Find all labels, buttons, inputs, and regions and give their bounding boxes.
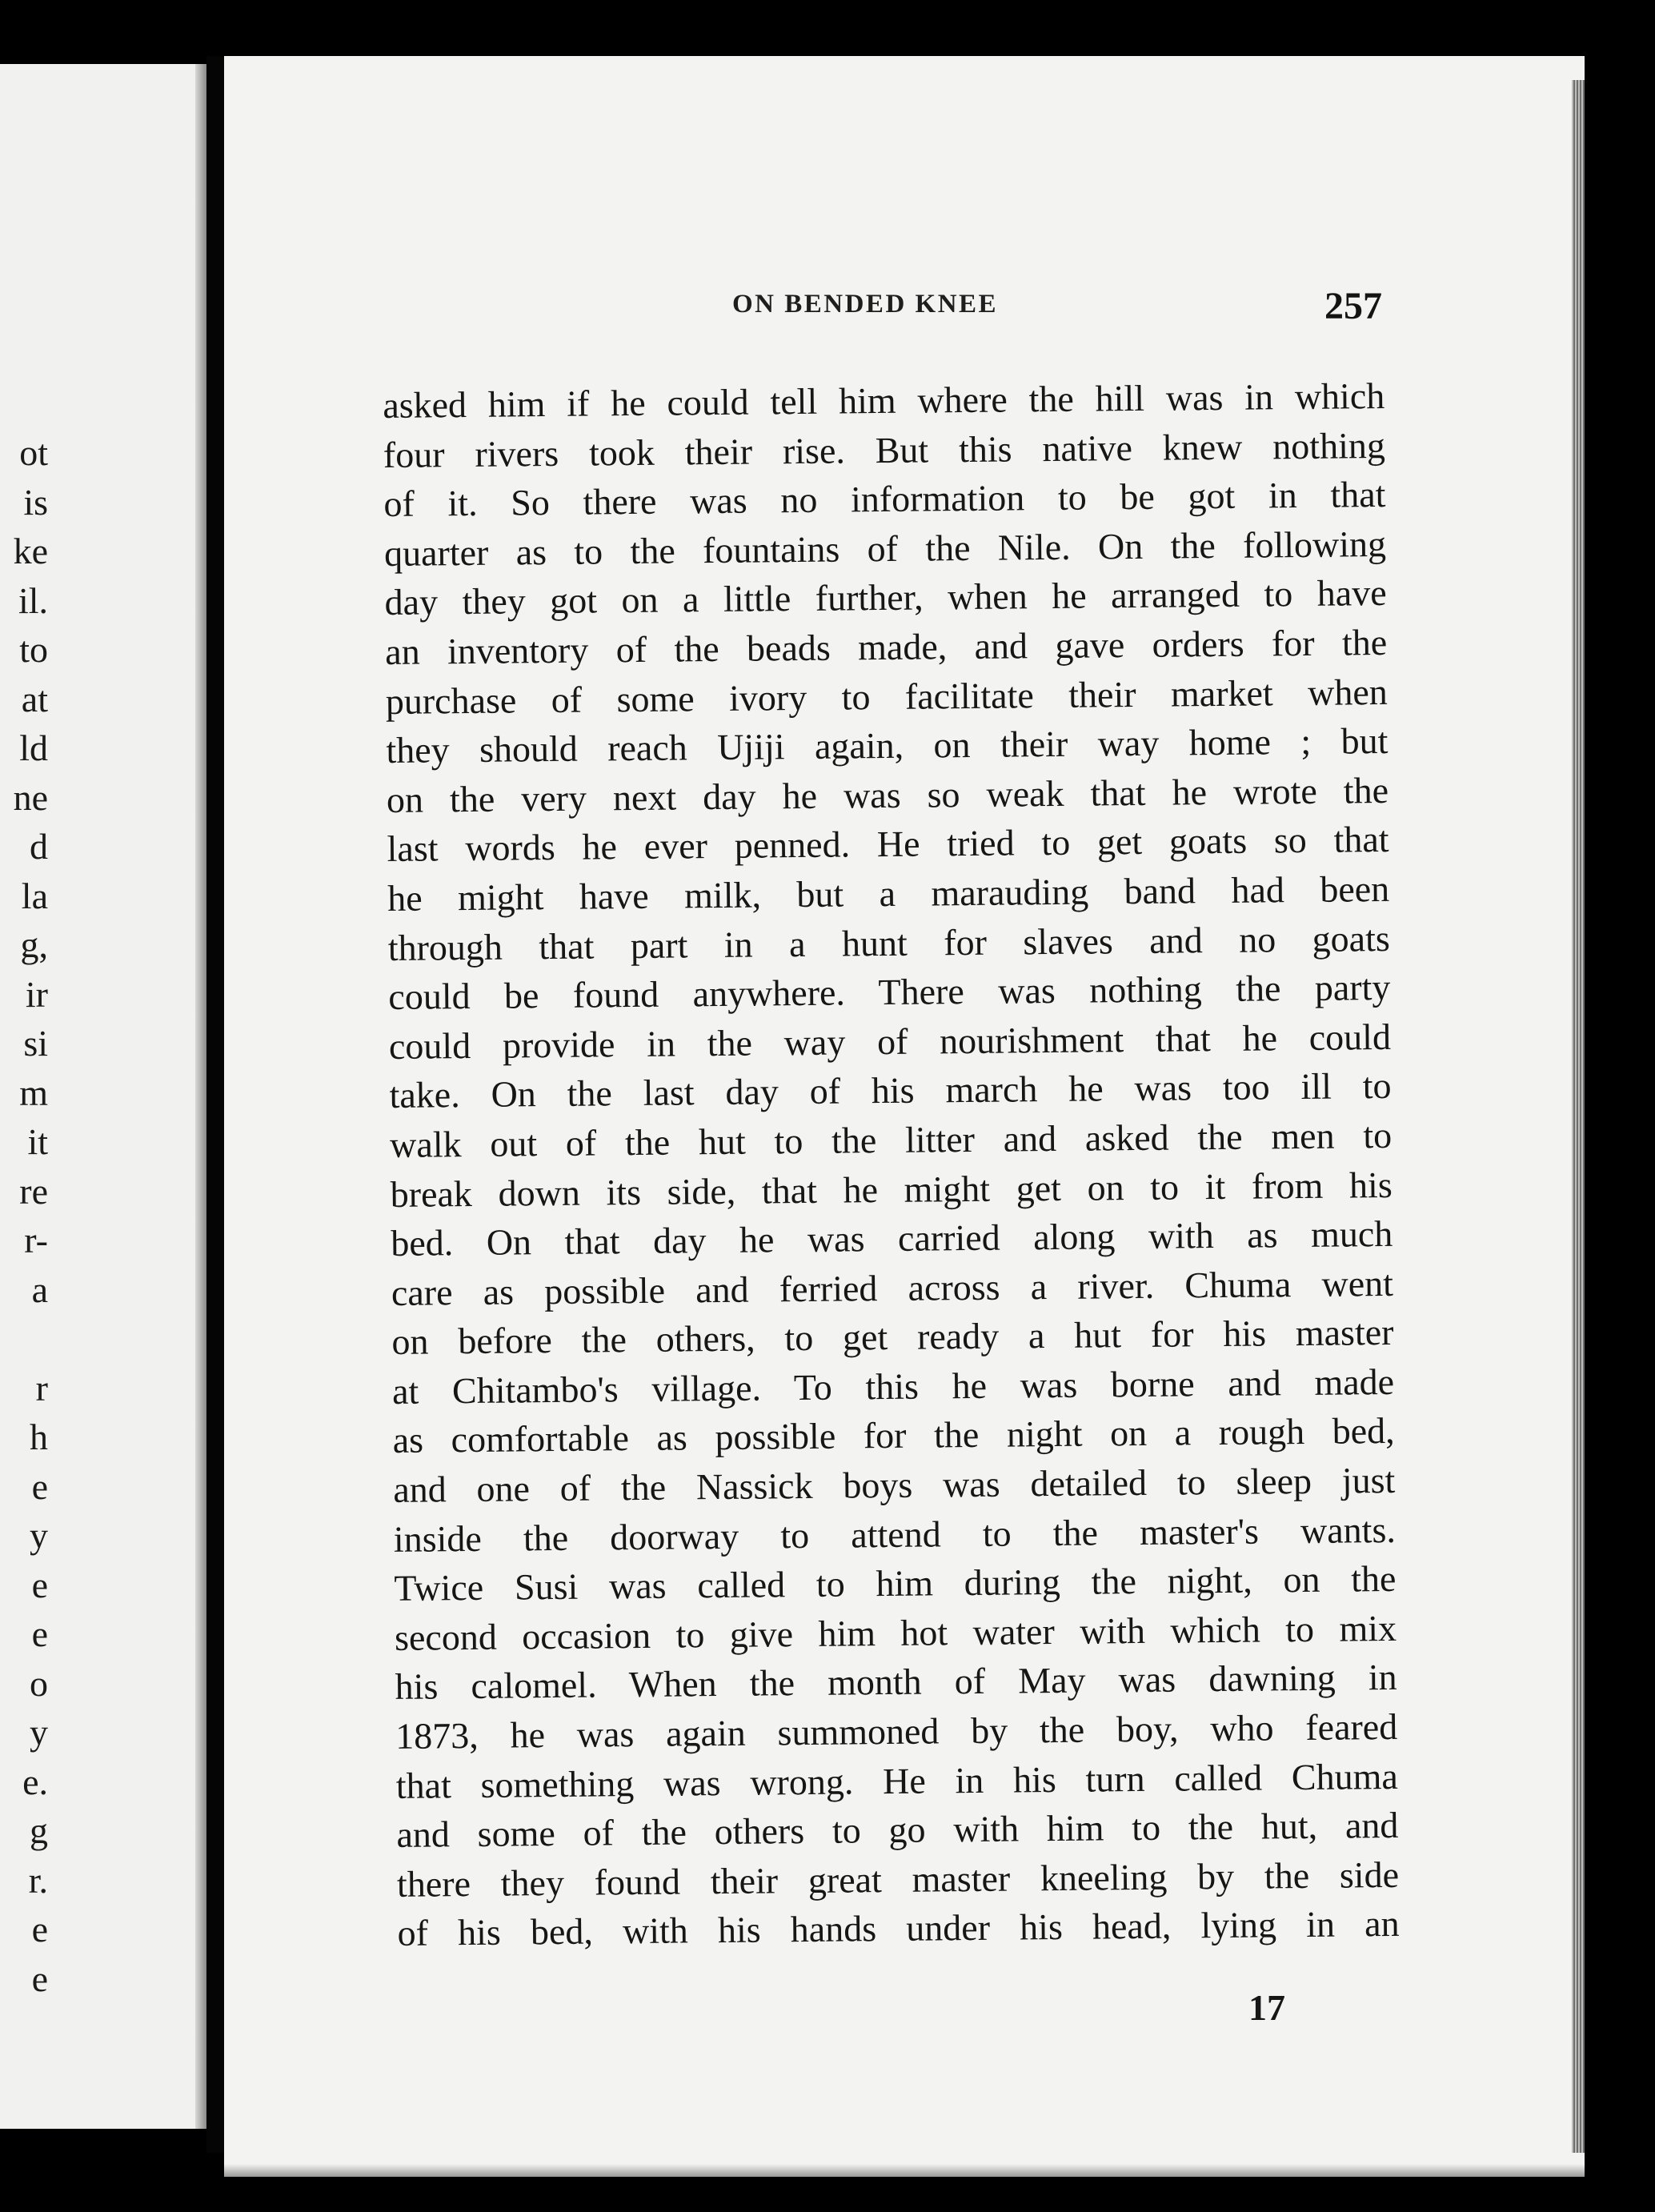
text-line-content: 1873, he was again summoned by the boy, who feared — [395, 1705, 1398, 1757]
text-line-content: he might have milk, but a marauding band had been — [387, 868, 1390, 919]
left-line-fragment: e — [31, 1958, 48, 1999]
left-line-fragment: m — [19, 1072, 48, 1113]
left-page-line-endings — [0, 428, 48, 2003]
text-line-content: at Chitambo's village. To this he was borne and made — [391, 1360, 1395, 1412]
left-line-fragment: is — [23, 481, 48, 523]
left-line-fragment: ke — [13, 531, 48, 571]
text-line-content: Twice Susi was called to him during the night, on the — [394, 1558, 1397, 1609]
left-line-fragment: r- — [24, 1220, 48, 1260]
text-line-content: four rivers took their rise. But this native knew nothing — [383, 424, 1386, 475]
page-bottom-edge — [224, 2164, 1585, 2177]
text-line-content: could provide in the way of nourishment that he could — [388, 1016, 1392, 1067]
left-line-fragment: la — [21, 875, 48, 916]
text-line-content: quarter as to the fountains of the Nile. On the following — [383, 523, 1387, 574]
page-stack-edge — [1572, 80, 1585, 2153]
text-line-content: they should reach Ujiji again, on their way home ; but — [386, 720, 1389, 771]
left-line-fragment: r. — [28, 1859, 48, 1901]
page-number: 257 — [1324, 285, 1382, 327]
text-line-content: of his bed, with his hands under his head, lying in an — [397, 1903, 1400, 1954]
text-line — [388, 963, 1391, 1022]
text-line — [385, 618, 1388, 677]
running-head: ON BENDED KNEE — [732, 290, 999, 319]
text-line-content: purchase of some ivory to facilitate their market when — [385, 671, 1389, 722]
text-line-content: there they found their great master kneeling by the side — [396, 1853, 1400, 1905]
text-line-content: on the very next day he was so weak that he wrote the — [386, 769, 1389, 820]
text-line — [387, 864, 1390, 924]
text-line — [393, 1456, 1396, 1515]
text-line-content: bed. On that day he was carried along with as much — [391, 1213, 1393, 1264]
text-line — [391, 1209, 1393, 1268]
left-line-fragment: a — [31, 1268, 48, 1310]
text-line-content: asked him if he could tell him where the hill was in which — [383, 375, 1385, 426]
left-line-fragment: e — [31, 1564, 48, 1605]
left-line-fragment: ne — [13, 776, 48, 818]
left-line-fragment: il. — [18, 579, 48, 621]
text-line-content: care as possible and ferried across a river. Chuma went — [391, 1262, 1394, 1313]
left-line-fragment: e — [31, 1465, 48, 1507]
text-line — [390, 1111, 1393, 1170]
left-line-fragment: re — [19, 1170, 48, 1212]
text-line-content: walk out of the hut to the litter and asked the men to — [389, 1114, 1393, 1165]
text-line-content: on before the others, to get ready a hut for his master — [391, 1312, 1394, 1363]
book-gutter — [206, 56, 224, 2153]
text-line-content: as comfortable as possible for the night on a rough bed, — [392, 1410, 1395, 1461]
text-line — [396, 1801, 1399, 1860]
text-line — [397, 1899, 1400, 1958]
text-line-content: his calomel. When the month of May was dawning in — [395, 1657, 1397, 1708]
left-line-fragment: ot — [19, 432, 48, 473]
left-line-fragment: e. — [22, 1761, 48, 1802]
left-line-fragment: si — [23, 1023, 48, 1064]
text-line — [383, 470, 1386, 529]
text-line-content: take. On the last day of his march he was too ill to — [389, 1065, 1392, 1116]
left-line-fragment: g, — [20, 924, 48, 965]
text-line-content: that something was wrong. He in his turn called Chuma — [395, 1755, 1399, 1806]
left-line-fragment: y — [30, 1515, 48, 1556]
left-line-fragment: h — [30, 1417, 48, 1457]
left-page-edge-shadow — [195, 64, 206, 2129]
left-line-fragment: ir — [25, 973, 48, 1015]
text-line-content: and some of the others to go with him to the hut, and — [396, 1805, 1399, 1856]
text-line-content: break down its side, that he might get on to it from his — [390, 1164, 1393, 1215]
text-line-content: day they got on a little further, when he arranged to have — [384, 572, 1387, 623]
text-line — [383, 371, 1385, 431]
left-line-fragment — [0, 1314, 48, 1364]
left-line-fragment: r — [35, 1367, 48, 1409]
left-line-fragment: y — [30, 1712, 48, 1753]
body-text — [383, 371, 1400, 1958]
text-line-content: through that part in a hunt for slaves and no goats — [387, 917, 1390, 968]
left-line-fragment: o — [30, 1662, 48, 1704]
text-line — [386, 716, 1389, 775]
text-line-content: inside the doorway to attend to the master's wants. — [393, 1509, 1397, 1560]
text-line-content: last words he ever penned. He tried to get goats so that — [387, 819, 1389, 870]
left-line-fragment: g — [30, 1810, 48, 1851]
left-line-fragment: e — [31, 1613, 48, 1654]
text-line-content: an inventory of the beads made, and gave orders for the — [385, 621, 1388, 672]
left-line-fragment: at — [21, 678, 48, 719]
left-line-fragment: d — [30, 826, 48, 867]
text-line-content: could be found anywhere. There was nothing the party — [388, 967, 1391, 1018]
text-line — [395, 1702, 1398, 1761]
left-line-fragment: ld — [19, 727, 48, 768]
left-page-fragment — [0, 64, 206, 2129]
text-line-content: and one of the Nassick boys was detailed to sleep just — [393, 1459, 1396, 1510]
signature-mark: 17 — [1248, 1987, 1285, 2028]
left-line-fragment: e — [31, 1909, 48, 1950]
left-line-fragment: to — [19, 629, 48, 670]
text-line-content: second occasion to give him hot water with which to mix — [394, 1607, 1397, 1658]
left-line-fragment: it — [27, 1121, 48, 1162]
text-line-content: of it. So there was no information to be got in that — [383, 474, 1386, 525]
